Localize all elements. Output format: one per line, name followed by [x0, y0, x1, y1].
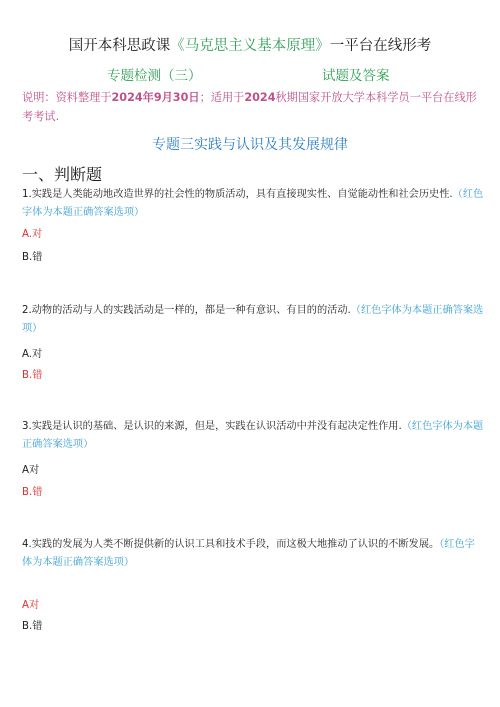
section-title: 专题三实践与认识及其发展规律: [152, 137, 348, 153]
question-text: 4.实践的发展为人类不断提供新的认识工具和技术手段，而这极大地推动了认识的不断发展。: [22, 539, 440, 550]
option-b: B.错: [22, 487, 43, 498]
option-b: B.错: [22, 252, 43, 263]
option-a: A对: [22, 465, 40, 476]
question-text: 1.实践是人类能动地改造世界的社会性的物质活动，具有直接现实性、自觉能动性和社会历史性.: [22, 189, 453, 200]
answer-hint: （红色字体为本题正确答案选项）: [22, 421, 484, 450]
note-term: 2024: [244, 91, 276, 104]
document-title: [0, 34, 500, 55]
note-date: 2024年9月30日: [111, 91, 200, 104]
option-a: A对: [22, 600, 40, 611]
question-3: [22, 418, 484, 454]
subtitle-right: 试题及答案: [322, 68, 390, 84]
heading-judgement: 一、判断题: [22, 165, 103, 184]
note-part2: ；适用于: [199, 91, 245, 104]
option-b: B.错: [22, 370, 43, 381]
answer-hint: （红色字体为本题正确答案选项）: [22, 189, 484, 218]
question-4: [22, 536, 484, 572]
question-2: [22, 302, 484, 338]
option-a: A.对: [22, 349, 43, 360]
answer-hint: （红色字体为本题正确答案选项）: [22, 539, 475, 568]
question-text: 3.实践是认识的基础、是认识的来源，但是，实践在认识活动中并没有起决定性作用.: [22, 421, 402, 432]
question-text: 2.动物的活动与人的实践活动是一样的，都是一种有意识、有目的的活动.: [22, 305, 351, 316]
note-part1: 说明：资料整理于: [22, 91, 112, 104]
subtitle-left: 专题检测（三）: [107, 68, 202, 84]
note-part3: 秋期国家开放大学本科学员一平台在线形考考试.: [22, 91, 477, 123]
title-suffix: 一平台在线形考: [329, 38, 432, 54]
title-prefix: 国开本科思政课: [68, 38, 171, 54]
note-paragraph: [22, 88, 482, 126]
option-b: B.错: [22, 621, 43, 632]
option-a: A.对: [22, 229, 43, 240]
title-course: 《马克思主义基本原理》: [170, 38, 330, 54]
answer-hint: （红色字体为本题正确答案选项）: [22, 305, 484, 334]
question-1: [22, 186, 484, 222]
